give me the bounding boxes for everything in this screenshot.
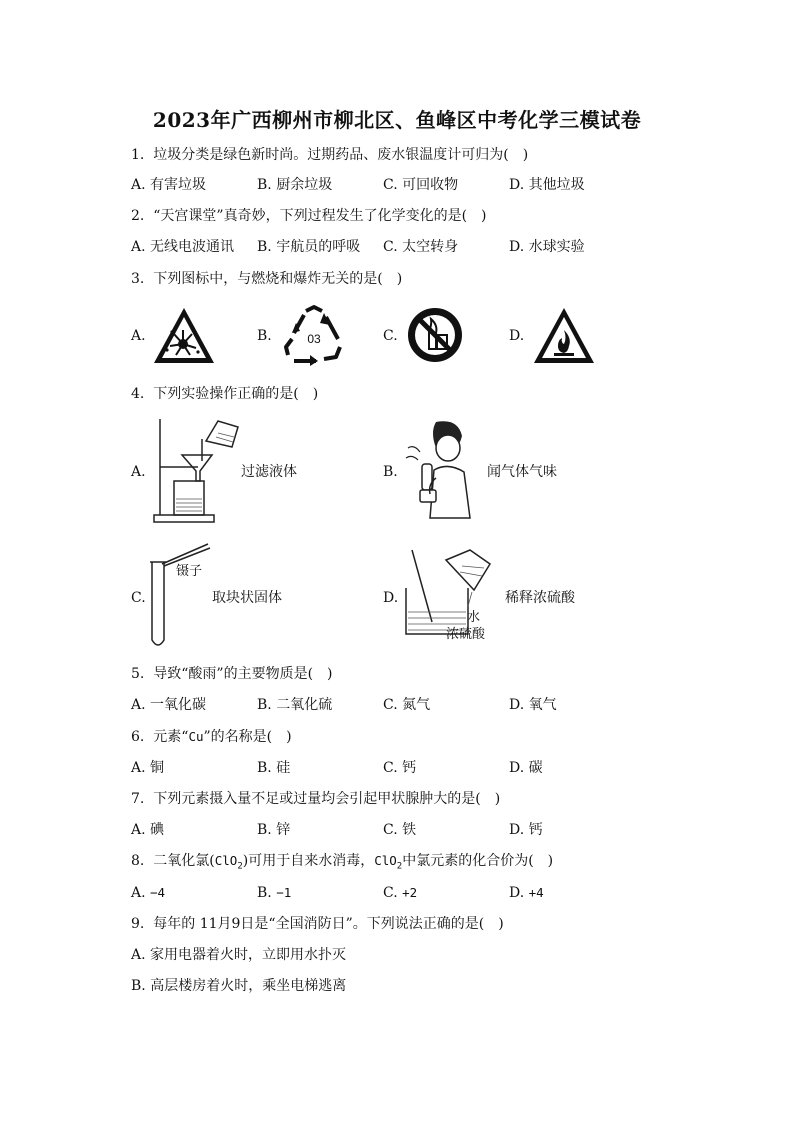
question-text: 二氧化氯( (153, 853, 215, 869)
question-7 (131, 789, 500, 809)
option-value: −4 (150, 885, 166, 900)
option-d: D. 水球实验 (509, 239, 585, 255)
water-label: 水 (467, 610, 481, 625)
option-a: A. 家用电器着火时，立即用水扑灭 (131, 947, 347, 963)
test-tube-tweezers-illustration (148, 540, 218, 652)
option-a: A. 无线电波通讯 (131, 239, 235, 255)
option-b: B. (257, 328, 272, 344)
option-a: A. 一氧化碳 (131, 697, 207, 713)
option-value: +4 (528, 885, 544, 900)
question-1 (131, 145, 528, 165)
option-letter: A. (131, 885, 146, 901)
question-text: 垃圾分类是绿色新时尚。过期药品、废水银温度计可归为( ) (153, 147, 529, 163)
question-number: 4. (131, 386, 145, 402)
option-c: C. 钙 (383, 760, 417, 776)
question-number: 9. (131, 916, 145, 932)
formula-subscript: 2 (396, 861, 403, 872)
option-value: −1 (276, 885, 292, 900)
question-text: 元素“ (153, 729, 189, 745)
option-c: C. 铁 (383, 822, 417, 838)
option-letter: B. (257, 885, 272, 901)
option-b: B. 厨余垃圾 (257, 177, 333, 193)
option-b: B. 二氧化硫 (257, 697, 333, 713)
option-c: C. 太空转身 (383, 239, 459, 255)
question-text: 下列元素摄入量不足或过量均会引起甲状腺肿大的是( ) (153, 791, 501, 807)
option-a: A. 铜 (131, 760, 165, 776)
question-2 (131, 206, 487, 226)
question-number: 3. (131, 271, 145, 287)
question-3 (131, 269, 402, 289)
filtration-apparatus-illustration (150, 415, 242, 525)
option-a: A. 有害垃圾 (131, 177, 207, 193)
option-caption: 稀释浓硫酸 (505, 590, 575, 606)
question-text: )可用于自来水消毒， (242, 853, 375, 869)
option-value: +2 (402, 885, 418, 900)
option-letter: D. (509, 885, 525, 901)
option-d: D. (509, 328, 525, 344)
option-c: C. (131, 590, 146, 606)
question-text: “天宫课堂”真奇妙，下列过程发生了化学变化的是( ) (153, 208, 487, 224)
page-title: 2023年广西柳州市柳北区、鱼峰区中考化学三模试卷 (152, 108, 642, 132)
question-9 (131, 914, 504, 934)
student-smelling-gas-illustration (400, 418, 480, 520)
option-a: A. 碘 (131, 822, 165, 838)
option-d: D. 其他垃圾 (509, 177, 585, 193)
question-text: 下列实验操作正确的是( ) (153, 386, 319, 402)
question-number: 2. (131, 208, 145, 224)
formula-text: ClO (214, 853, 238, 868)
option-b: B. 高层楼房着火时，乘坐电梯逃离 (131, 978, 347, 994)
question-text: 导致“酸雨”的主要物质是( ) (153, 666, 333, 682)
formula (374, 853, 403, 872)
question-text: ”的名称是( ) (203, 729, 292, 745)
question-number: 5. (131, 666, 145, 682)
option-caption: 过滤液体 (241, 464, 297, 480)
option-b: B. (383, 464, 398, 480)
option-c: C. (383, 328, 398, 344)
option-d (509, 883, 544, 903)
no-fire-icon (405, 305, 465, 365)
option-caption: 闻气体气味 (487, 464, 557, 480)
option-d: D. 钙 (509, 822, 543, 838)
question-6 (131, 727, 292, 747)
option-d: D. 碳 (509, 760, 543, 776)
option-b: B. 锌 (257, 822, 291, 838)
option-b (257, 883, 291, 903)
formula (214, 853, 243, 872)
option-c (383, 883, 417, 903)
option-d: D. 氧气 (509, 697, 557, 713)
question-8 (131, 851, 553, 877)
flammable-warning-icon (532, 306, 596, 366)
element-symbol: Cu (188, 729, 204, 744)
formula-text: ClO (374, 853, 397, 868)
option-c: C. 氮气 (383, 697, 431, 713)
question-5 (131, 664, 333, 684)
option-b: B. 硅 (257, 760, 291, 776)
option-caption: 取块状固体 (212, 590, 282, 606)
option-a (131, 883, 165, 903)
question-text: 每年的 11月9日是“全国消防日”。下列说法正确的是( ) (153, 916, 504, 932)
recycle-icon (280, 303, 348, 367)
tweezers-label: 镊子 (176, 564, 203, 579)
option-c: C. 可回收物 (383, 177, 459, 193)
option-d: D. (383, 590, 399, 606)
option-letter: C. (383, 885, 398, 901)
option-b: B. 宇航员的呼吸 (257, 239, 361, 255)
question-text: 中氯元素的化合价为( ) (402, 853, 554, 869)
recycle-code: 03 (307, 332, 321, 346)
question-4 (131, 384, 318, 404)
formula-subscript: 2 (237, 861, 243, 872)
option-a: A. (131, 328, 146, 344)
question-number: 8. (131, 853, 145, 869)
acid-label: 浓硫酸 (446, 627, 486, 642)
option-a: A. (131, 464, 146, 480)
question-number: 7. (131, 791, 145, 807)
question-number: 1. (131, 147, 145, 163)
question-text: 下列图标中，与燃烧和爆炸无关的是( ) (153, 271, 403, 287)
question-number: 6. (131, 729, 145, 745)
explosive-warning-icon (152, 306, 216, 366)
